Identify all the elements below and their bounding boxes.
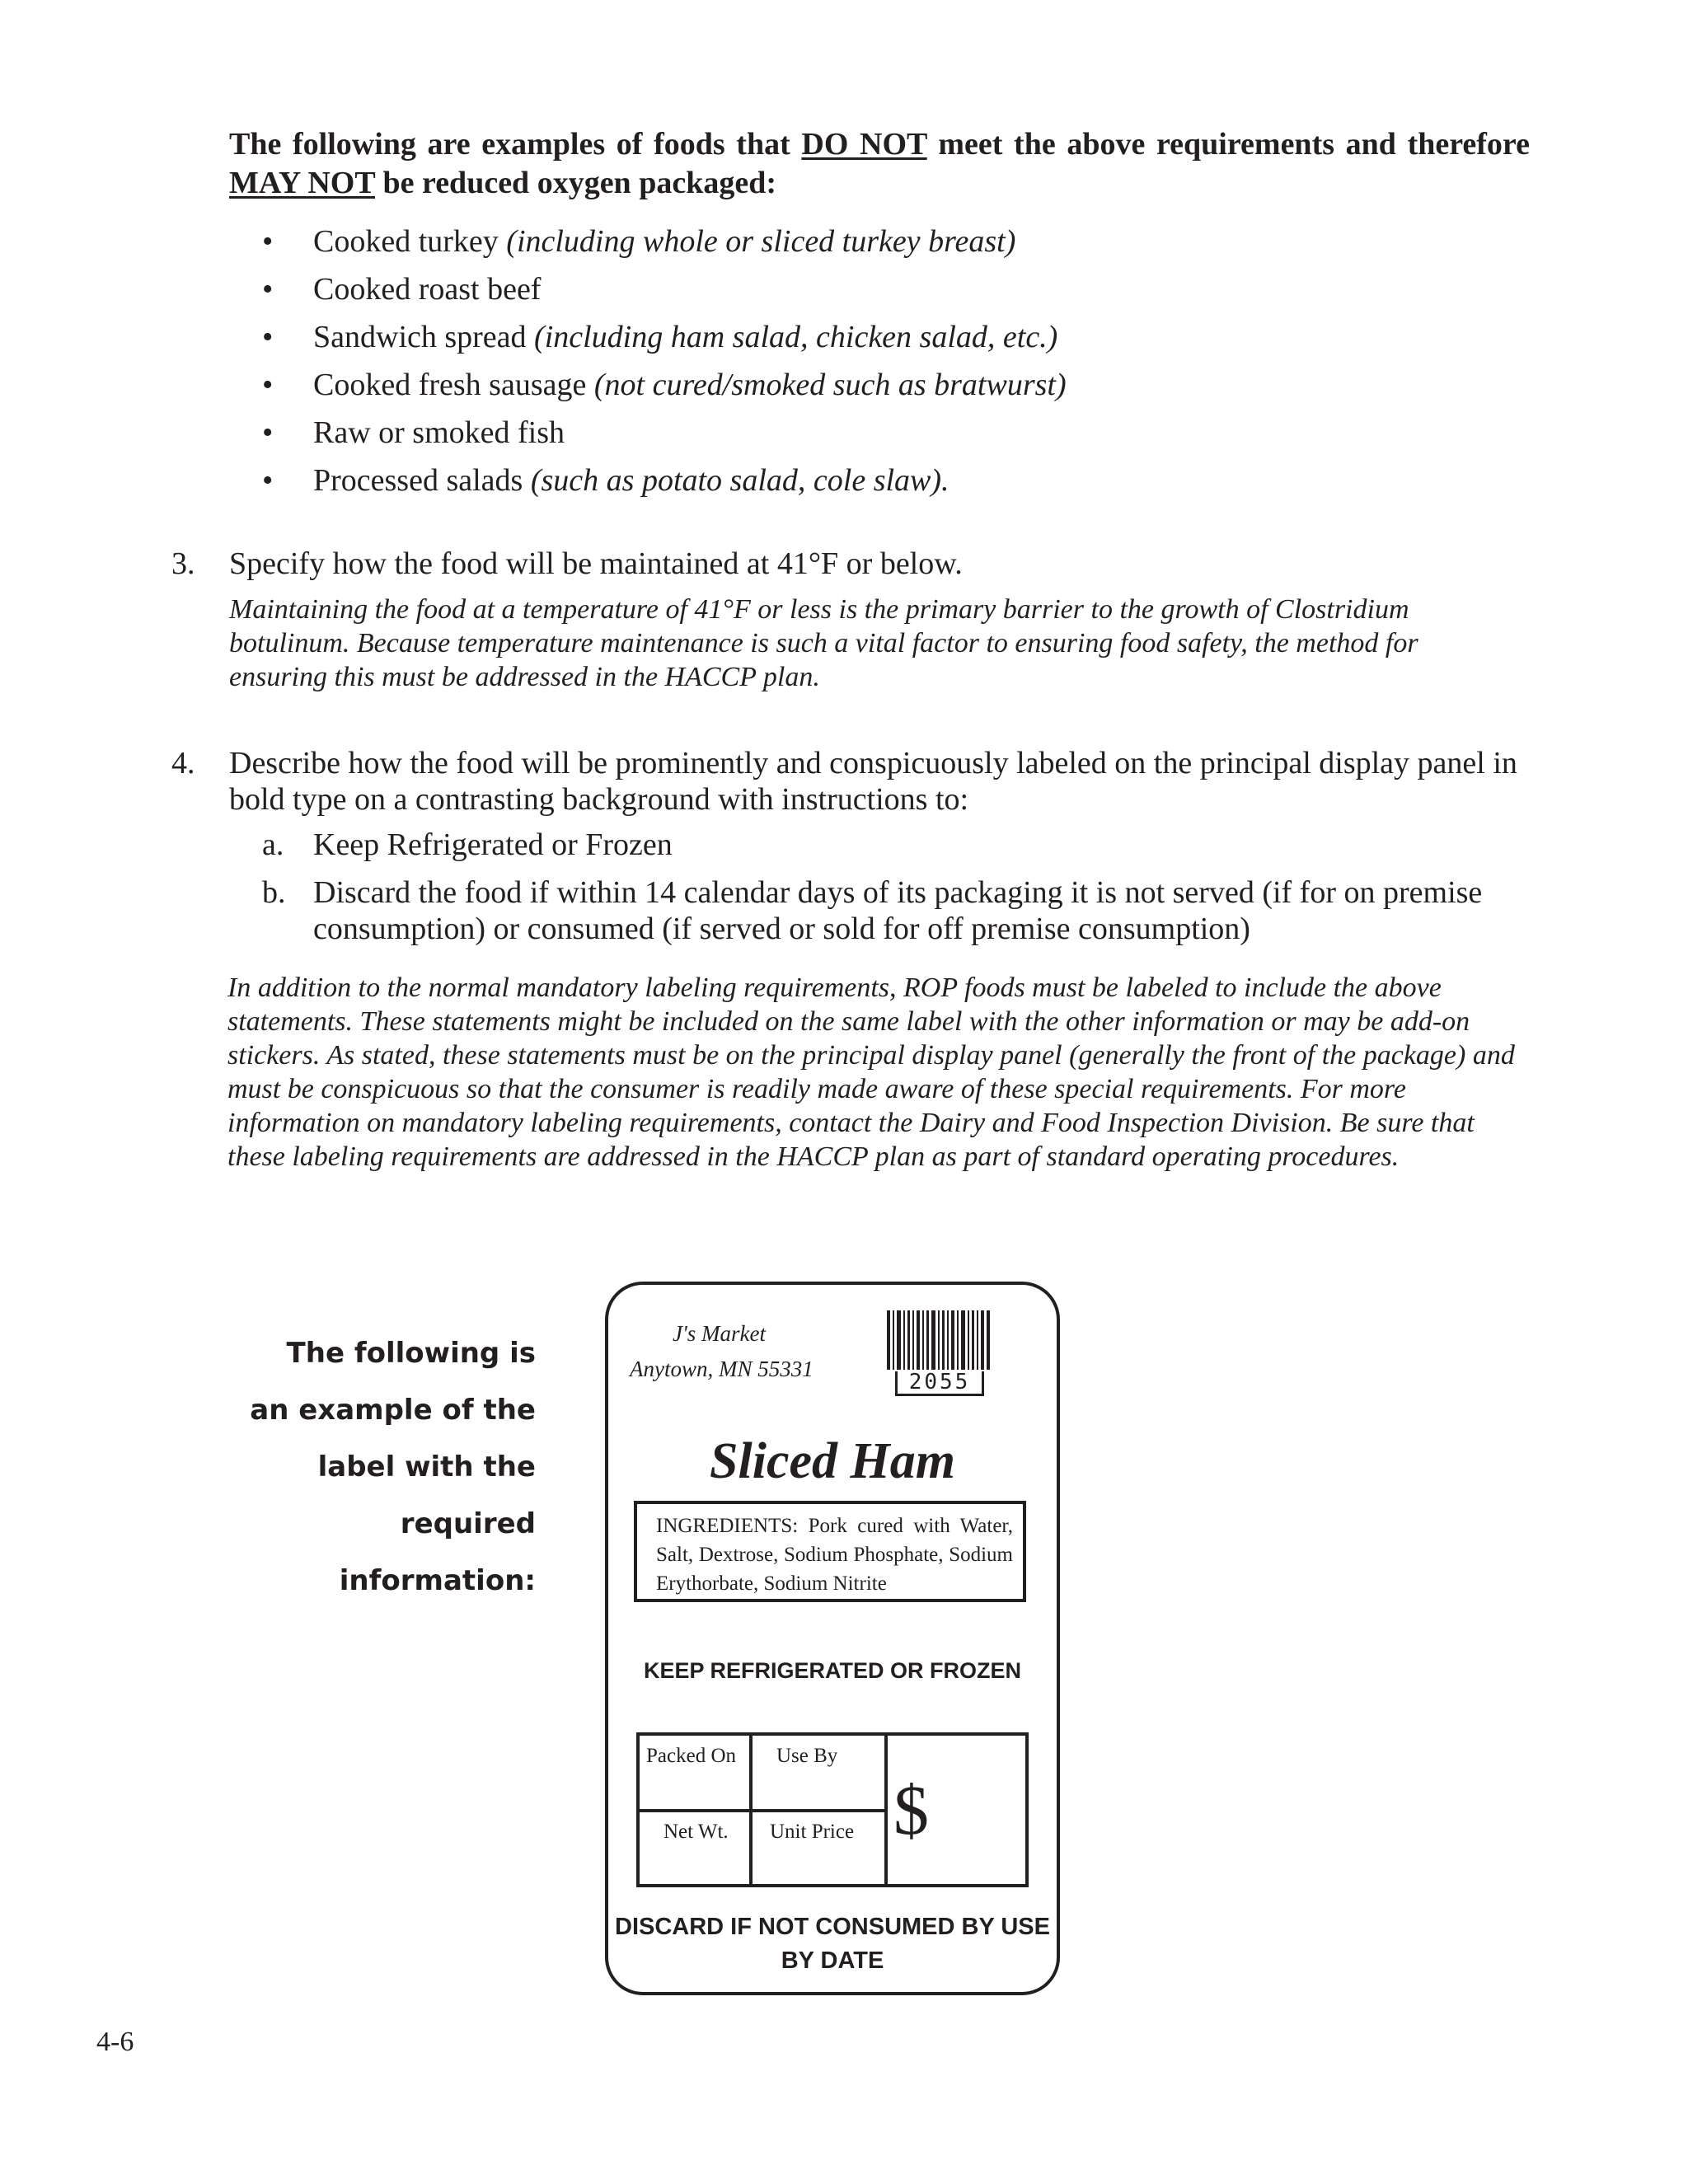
page-number: 4-6 [96, 2027, 134, 2057]
list-item [262, 313, 1067, 361]
item-note: (including ham salad, chicken salad, etc.) [534, 320, 1058, 354]
keep-refrigerated-notice: KEEP REFRIGERATED OR FROZEN [643, 1658, 1022, 1683]
item-text: Sandwich spread [313, 320, 535, 354]
intro-paragraph [229, 125, 1530, 203]
list-item [262, 457, 1067, 504]
barcode-number: 2055 [895, 1371, 984, 1396]
unit-price-label: Unit Price [770, 1821, 855, 1843]
may-not-emphasis: MAY NOT [229, 166, 376, 200]
item-text: Raw or smoked fish [313, 415, 565, 450]
ingredients-box: INGREDIENTS: Pork cured with Water, Salt, Dextrose, Sodium Phosphate, Sodium Erythorbate, Sodium Nitrite [634, 1501, 1026, 1602]
item-text: Cooked fresh sausage [313, 368, 594, 402]
store-name: J's Market [673, 1321, 766, 1346]
bullet-icon: • [262, 368, 274, 402]
item-text: Cooked turkey [313, 224, 507, 259]
item-4b-text: Discard the food if within 14 calendar days of its packaging it is not served (if for on premise consumption) or consumed (if served or sold for off premise consumption) [313, 875, 1483, 946]
item-4-number: 4. [171, 746, 195, 780]
item-note: (including whole or sliced turkey breast) [506, 224, 1016, 259]
caption-line: an example of the [250, 1394, 536, 1427]
use-by-label: Use By [776, 1745, 838, 1767]
label-info-grid [636, 1732, 1029, 1887]
item-4b-letter: b. [262, 875, 286, 910]
do-not-emphasis: DO NOT [801, 127, 927, 162]
item-4-text: Describe how the food will be prominently and conspicuously labeled on the principal display panel in bold type on a contrasting background with instructions to: [229, 746, 1517, 817]
list-item [262, 218, 1067, 265]
item-text: Processed salads [313, 463, 531, 498]
store-address: Anytown, MN 55331 [630, 1357, 814, 1381]
bullet-icon: • [262, 463, 274, 498]
item-4a-letter: a. [262, 827, 284, 862]
item-4a-text: Keep Refrigerated or Frozen [313, 827, 673, 862]
item-3-text: Specify how the food will be maintained at 41°F or below. [229, 546, 963, 581]
discard-notice: DISCARD IF NOT CONSUMED BY USE BY DATE [615, 1914, 1050, 1974]
bullet-icon: • [262, 224, 274, 259]
intro-text: be reduced oxygen packaged: [375, 166, 776, 200]
item-3-number: 3. [171, 546, 195, 581]
caption-line: required information: [339, 1507, 536, 1597]
list-item [262, 361, 1067, 409]
example-label [605, 1282, 1060, 1995]
packed-on-label: Packed On [646, 1745, 736, 1767]
example-food-list [262, 218, 1067, 504]
caption-line: label with the [317, 1451, 536, 1483]
item-4-note: In addition to the normal mandatory labeling requirements, ROP foods must be labeled to include the above statements. These statements might be included on the same label with the other information or may be add-on stickers. As stated, these statements must be on the principal display panel (generally the front of the package) and must be conspicuous so that the consumer is readily made aware of these special requirements. For more information on mandatory labeling requirements, contact the Dairy and Food Inspection Division. Be sure that these labeling requirements are addressed in the HACCP plan as part of standard operating procedures. [227, 972, 1515, 1172]
bullet-icon: • [262, 415, 274, 450]
grid-divider [640, 1809, 886, 1812]
list-item [262, 265, 1067, 313]
bullet-icon: • [262, 320, 274, 354]
item-note: (not cured/smoked such as bratwurst) [593, 368, 1067, 402]
item-text: Cooked roast beef [313, 272, 542, 307]
item-note: (such as potato salad, cole slaw). [530, 463, 950, 498]
label-example-caption [198, 1325, 536, 1610]
barcode-icon [887, 1310, 990, 1370]
price-dollar-sign: $ [893, 1770, 929, 1849]
product-name: Sliced Ham [710, 1433, 955, 1489]
bullet-icon: • [262, 272, 274, 307]
intro-text: The following are examples of foods that [229, 127, 802, 162]
net-wt-label: Net Wt. [663, 1821, 729, 1843]
caption-line: The following is [286, 1337, 536, 1370]
item-3-note: Maintaining the food at a temperature of 41°F or less is the primary barrier to the growth of Clostridium botulinum. Because temperature maintenance is such a vital factor to ensuring food safety, the method for ensuring this must be addressed in the HACCP plan. [229, 594, 1418, 692]
intro-text: meet the above requirements and therefore [926, 127, 1530, 162]
list-item [262, 409, 1067, 457]
